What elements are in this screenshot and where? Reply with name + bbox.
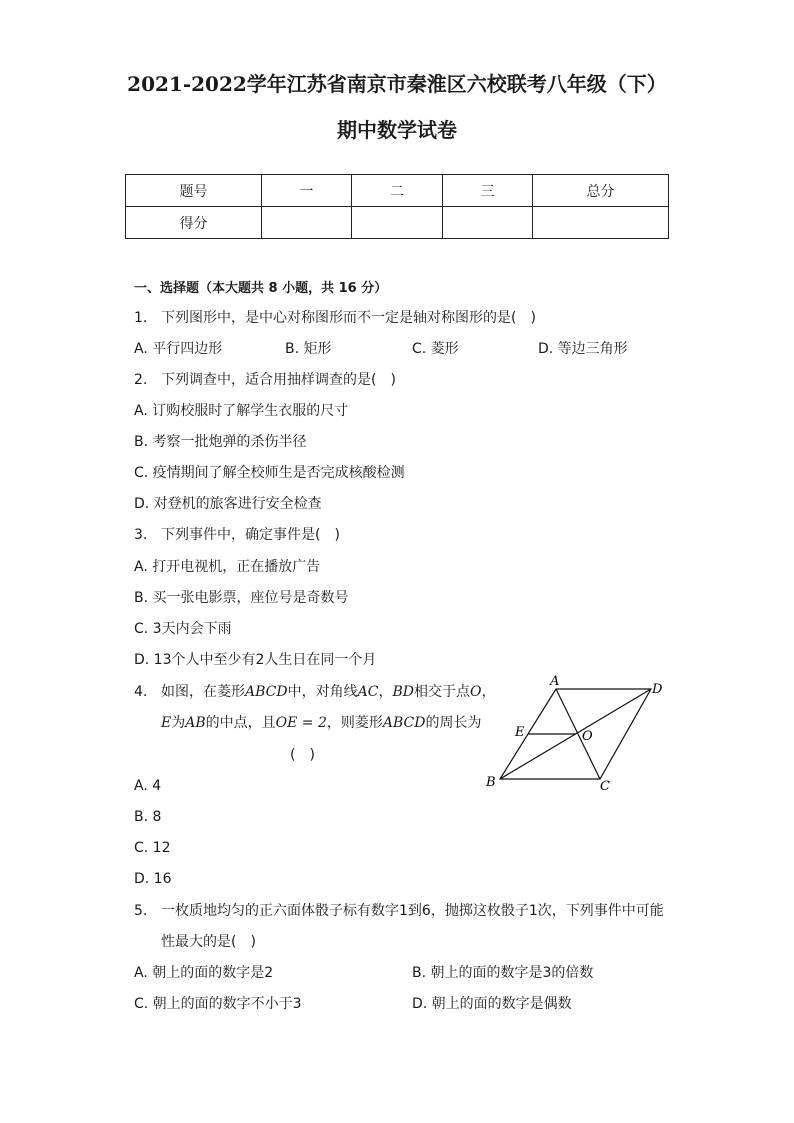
text: ， [481,684,496,700]
q4-option-d: D. 16 [134,871,172,887]
header-cell: 一 [262,175,352,207]
question-stem: 下列事件中，确定事件是( ) [161,527,340,543]
math-term: O [469,684,482,700]
q1-option-c: C. 菱形 [412,341,459,357]
question-number: 3. [134,527,148,543]
header-cell: 总分 [533,175,669,207]
text: 为 [171,715,186,731]
question-stem: 下列调查中，适合用抽样调查的是( ) [161,372,396,388]
text: 相交于点 [413,684,470,700]
question-number: 1. [134,310,148,326]
header-cell: 题号 [126,175,262,207]
q2-option-d: D. 对登机的旅客进行安全检查 [134,496,322,512]
row-label-cell: 得分 [126,207,262,239]
math-term: ABCD [245,684,288,700]
section-heading: 一、选择题（本大题共 8 小题，共 16 分） [134,281,388,296]
q2-option-a: A. 订购校服时了解学生衣服的尺寸 [134,403,349,419]
label-c: C [600,779,610,794]
exam-title-line1: 2021-2022学年江苏省南京市秦淮区六校联考八年级（下） [127,72,667,96]
q5-option-a: A. 朝上的面的数字是2 [134,965,274,981]
header-cell: 三 [443,175,533,207]
q1-option-a: A. 平行四边形 [134,341,223,357]
q2-option-b: B. 考察一批炮弹的杀伤半径 [134,434,307,450]
question-number: 5. [134,903,148,919]
score-cell[interactable] [352,207,443,239]
question-number: 2. [134,372,148,388]
q3-option-a: A. 打开电视机，正在播放广告 [134,559,321,575]
question-stem: 下列图形中，是中心对称图形而不一定是轴对称图形的是( ) [161,310,536,326]
label-b: B [486,775,496,790]
text: 的中点，且 [205,715,276,731]
q5-option-b: B. 朝上的面的数字是3的倍数 [412,965,594,981]
label-a: A [550,674,560,689]
question-5-line2: 性最大的是( ) [161,934,256,950]
q1-option-d: D. 等边三角形 [538,341,628,357]
exam-title-line2: 期中数学试卷 [337,118,457,142]
q3-option-b: B. 买一张电影票，座位号是奇数号 [134,590,349,606]
math-term: OE = 2 [275,715,327,731]
question-number: 4. [134,684,148,700]
q2-option-c: C. 疫情期间了解全校师生是否完成核酸检测 [134,465,405,481]
text: ， [378,684,393,700]
q5-option-c: C. 朝上的面的数字不小于3 [134,996,302,1012]
question-3 [134,525,340,545]
score-table-score-row [126,207,669,239]
q3-option-d: D. 13个人中至少有2人生日在同一个月 [134,652,377,668]
q4-option-a: A. 4 [134,778,162,794]
text: 的周长为 [425,715,482,731]
text: 如图，在菱形 [161,684,245,700]
rhombus-figure [480,672,670,798]
q4-option-b: B. 8 [134,809,162,825]
score-table-header-row [126,175,669,207]
score-cell[interactable] [533,207,669,239]
math-term: AC [357,684,379,700]
header-cell: 二 [352,175,443,207]
question-stem: 一枚质地均匀的正六面体骰子标有数字1到6，抛掷这枚骰子1次，下列事件中可能 [161,903,664,919]
q4-option-c: C. 12 [134,840,171,856]
question-1 [134,308,536,328]
score-cell[interactable] [262,207,352,239]
q5-option-d: D. 朝上的面的数字是偶数 [412,996,572,1012]
text: 中，对角线 [287,684,358,700]
label-o: O [582,729,593,744]
q1-option-b: B. 矩形 [285,341,332,357]
question-4-line1 [134,682,495,702]
question-2 [134,370,396,390]
text: ，则菱形 [326,715,383,731]
score-table [125,174,669,239]
question-4-line2 [161,713,482,733]
label-e: E [515,725,525,740]
math-term: E [161,715,172,731]
question-5-line1 [134,901,664,921]
score-cell[interactable] [443,207,533,239]
math-term: BD [392,684,414,700]
math-term: AB [185,715,206,731]
math-term: ABCD [382,715,426,731]
question-4-answer-bracket: ( ) [290,747,315,763]
q3-option-c: C. 3天内会下雨 [134,621,232,637]
label-d: D [652,682,663,697]
